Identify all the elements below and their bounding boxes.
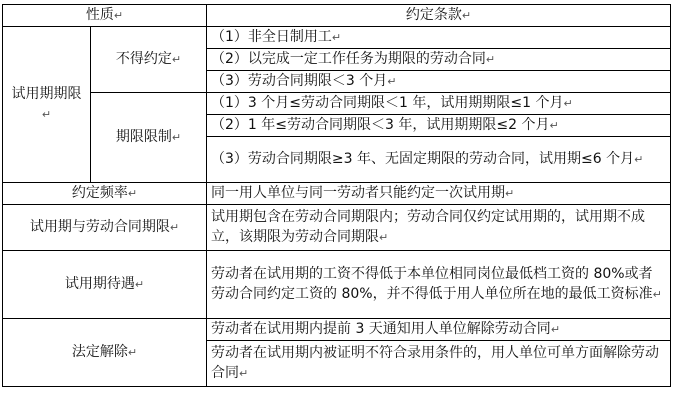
labor-contract-rules-table	[2, 4, 671, 387]
trial-no-agree-row-1	[3, 27, 671, 49]
trial-period-category: 试用期期限↵	[3, 27, 91, 183]
relation-label: 试用期与劳动合同期限↵	[3, 205, 207, 251]
no-agree-item-1: （1）非全日制用工↵	[207, 27, 671, 49]
trial-limit-row-1	[3, 93, 671, 115]
relation-text: 试用期包含在劳动合同期限内；劳动合同仅约定试用期的，试用期不成立，该期限为劳动合同期限↵	[207, 205, 671, 251]
header-nature: 性质↵	[3, 5, 207, 27]
limit-item-2: （2）1 年≤劳动合同期限＜3 年，试用期期限≤2 个月↵	[207, 115, 671, 137]
no-agree-label: 不得约定↵	[91, 27, 207, 93]
frequency-text: 同一用人单位与同一劳动者只能约定一次试用期↵	[207, 183, 671, 205]
no-agree-item-3: （3）劳动合同期限＜3 个月↵	[207, 71, 671, 93]
limit-item-3: （3）劳动合同期限≥3 年、无固定期限的劳动合同，试用期≤6 个月↵	[207, 137, 671, 183]
pay-row	[3, 251, 671, 319]
termination-label: 法定解除↵	[3, 319, 207, 387]
termination-item-2: 劳动者在试用期内被证明不符合录用条件的，用人单位可单方面解除劳动合同↵	[207, 341, 671, 387]
pay-label: 试用期待遇↵	[3, 251, 207, 319]
termination-item-1: 劳动者在试用期内提前 3 天通知用人单位解除劳动合同↵	[207, 319, 671, 341]
limit-label: 期限限制↵	[91, 93, 207, 183]
no-agree-item-2: （2）以完成一定工作任务为期限的劳动合同↵	[207, 49, 671, 71]
header-terms: 约定条款↵	[207, 5, 671, 27]
frequency-row	[3, 183, 671, 205]
header-row	[3, 5, 671, 27]
limit-item-1: （1）3 个月≤劳动合同期限＜1 年，试用期期限≤1 个月↵	[207, 93, 671, 115]
relation-row	[3, 205, 671, 251]
termination-row-1	[3, 319, 671, 341]
pay-text: 劳动者在试用期的工资不得低于本单位相同岗位最低档工资的 80%或者劳动合同约定工资的 80%，并不得低于用人单位所在地的最低工资标准↵	[207, 251, 671, 319]
frequency-label: 约定频率↵	[3, 183, 207, 205]
